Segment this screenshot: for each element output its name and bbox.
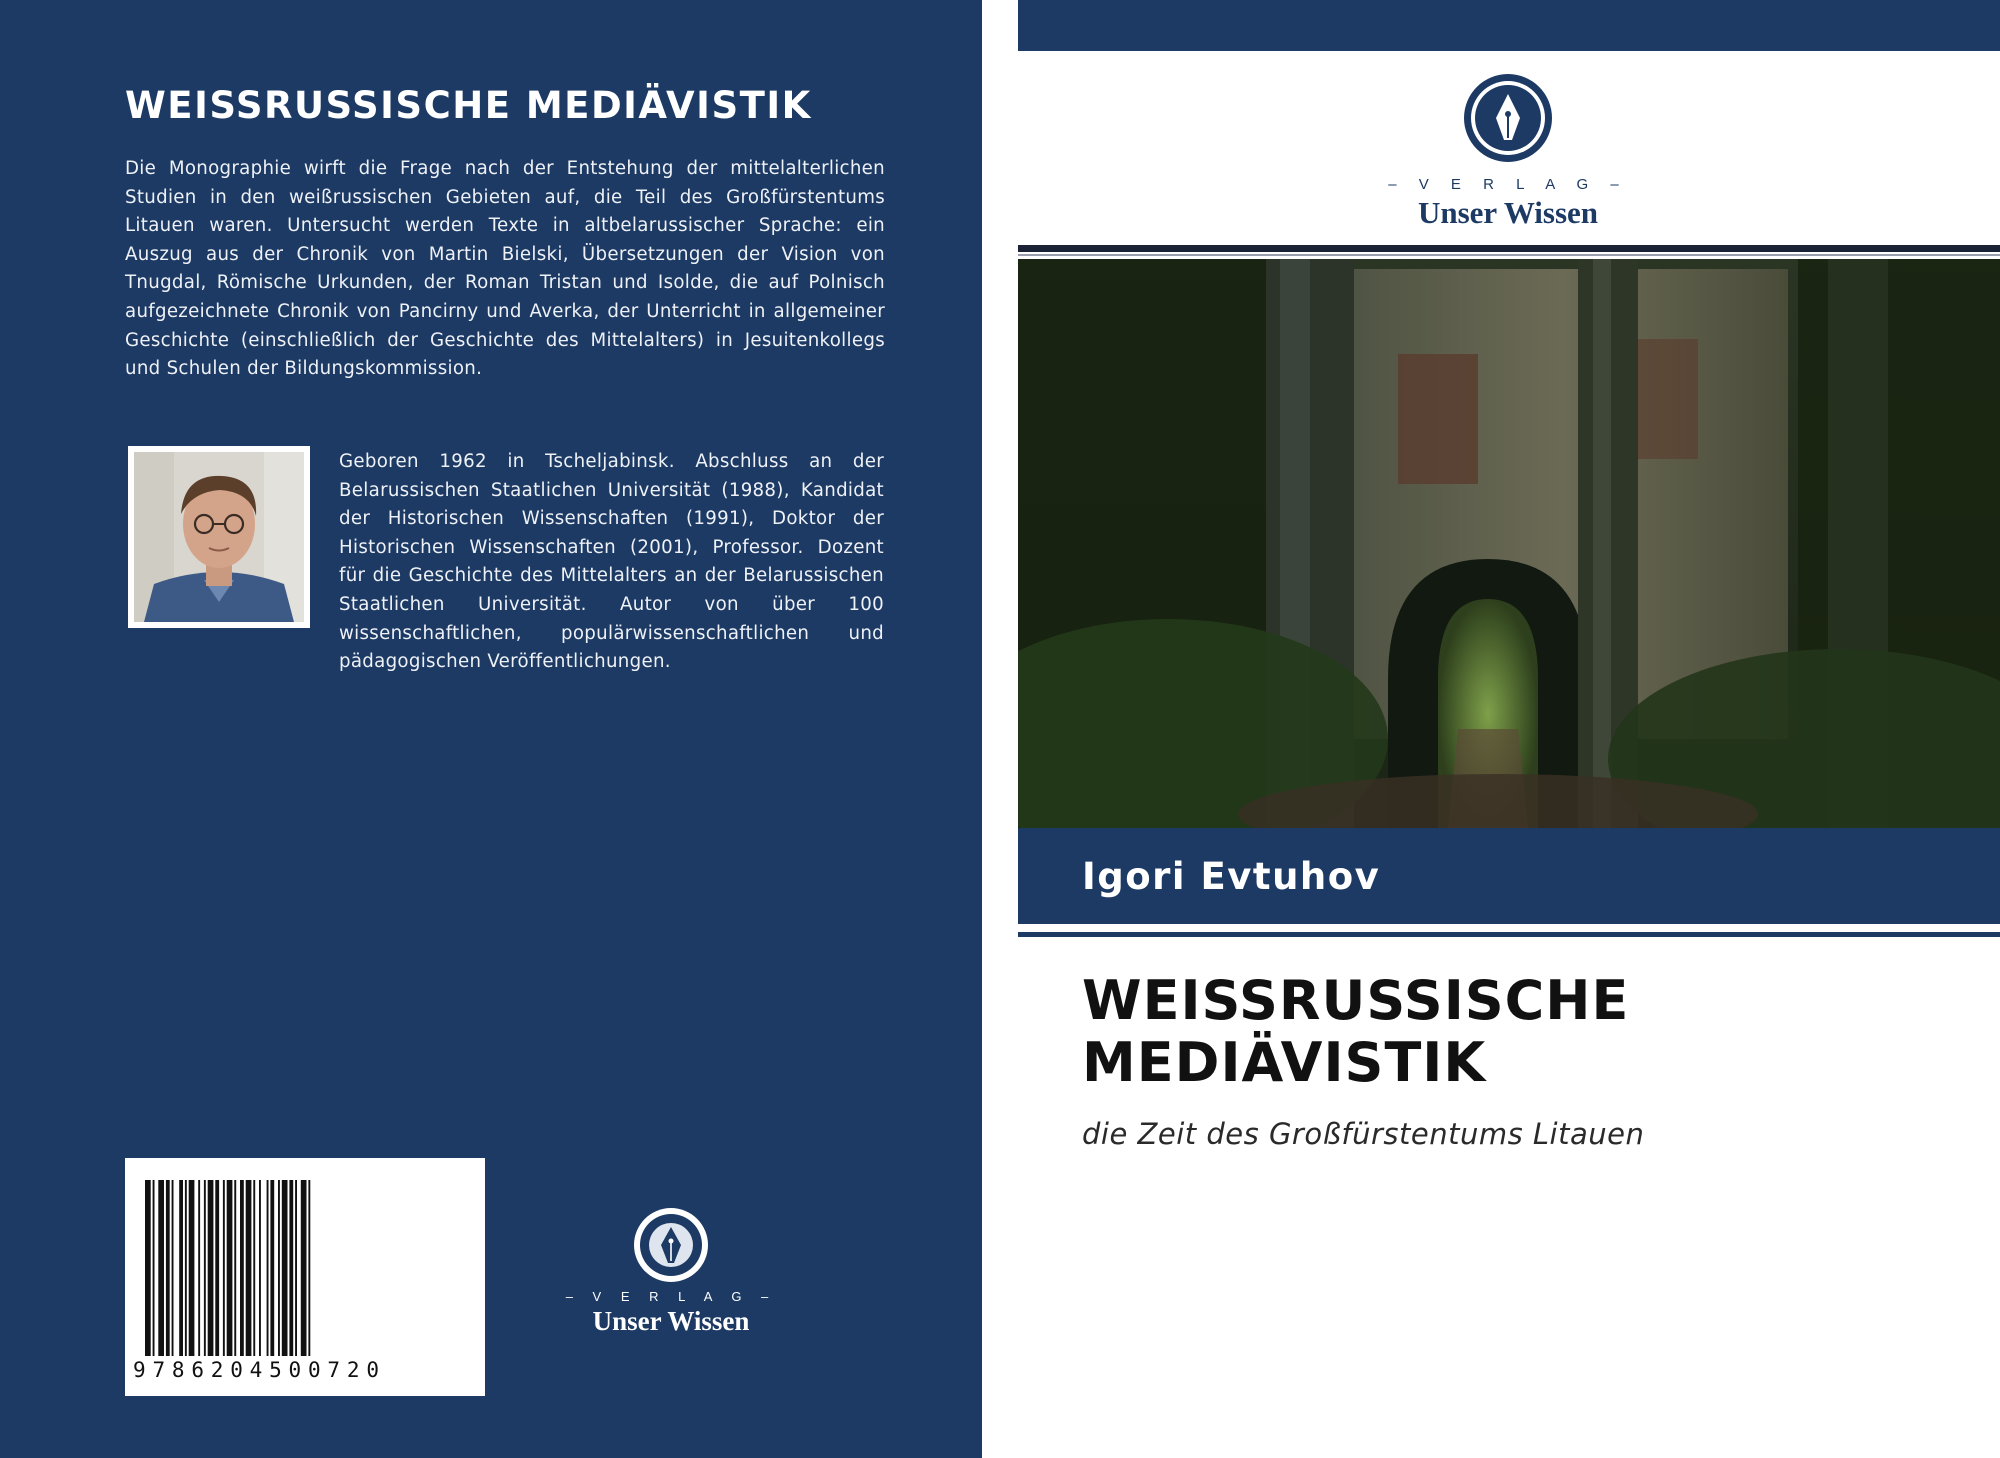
barcode-bar: [253, 1180, 255, 1356]
book-subtitle: die Zeit des Großfürstentums Litauen: [1082, 1117, 1645, 1151]
barcode-bar: [301, 1180, 307, 1356]
barcode-bar: [198, 1180, 200, 1356]
author-band: [1018, 828, 2000, 924]
barcode-bar: [158, 1180, 164, 1356]
barcode-bar: [246, 1180, 252, 1356]
barcode-bar: [204, 1180, 206, 1356]
barcode-bar: [227, 1180, 233, 1356]
author-photo: [128, 446, 310, 628]
fountain-pen-nib-seal-icon: [1462, 72, 1554, 164]
barcode-bar: [172, 1180, 174, 1356]
cover-photo-forest-ruin: [1018, 259, 2000, 828]
barcode-bar: [289, 1180, 293, 1356]
isbn-barcode: [125, 1158, 485, 1396]
barcode-bar: [145, 1180, 151, 1356]
book-description: Die Monographie wirft die Frage nach der Entstehung der mittelalterlichen Studien in den weißrussischen Gebieten auf, die Teil des Großfürstentums Litauen waren. Untersucht werden Texte in altbelarussischer Sprache: ein Auszug aus der Chronik von Martin Bielski, Übersetzungen der Vision von Tnugdal, Römische Urkunden, der Roman Tristan und Isolde, die auf Polnisch aufgezeichnete Chronik von Pancirny und Averka, der Unterricht in allgemeiner Geschichte (einschließlich der Geschichte des Mittelalters) in Jesuitenkollegs und Schulen der Bildungskommission.: [125, 158, 885, 380]
verlag-label: – V E R L A G –: [565, 1289, 777, 1304]
book-title-line-2: MEDIÄVISTIK: [1082, 1031, 1487, 1094]
back-cover-title: WEISSRUSSISCHE MEDIÄVISTIK: [125, 84, 812, 127]
publisher-name: Unser Wissen: [592, 1306, 750, 1336]
spine: [982, 0, 1018, 1458]
barcode-bar: [278, 1180, 280, 1356]
barcode-bar: [282, 1180, 288, 1356]
book-title-line-1: WEISSRUSSISCHE: [1082, 969, 1630, 1032]
barcode-bar: [270, 1180, 274, 1356]
barcode-bar: [295, 1180, 297, 1356]
author-biography: Geboren 1962 in Tscheljabinsk. Abschluss an der Belarussischen Staatlichen Universität (1988), Kandidat der Historischen Wissenschaften (1991), Doktor der Historischen Wissenschaften (2001), Professor. Dozent für die Geschichte des Mittelalters an der Belarussischen Staatlichen Universität. Autor von über 100 wissenschaftlichen, populärwissenschaftlichen und pädagogischen Veröffentlichungen.: [339, 451, 884, 673]
divider: [1018, 245, 2000, 252]
back-cover: [0, 0, 982, 1458]
barcode-bar: [223, 1180, 225, 1356]
front-publisher-logo: [1358, 72, 1658, 231]
front-top-bar: [1018, 0, 2000, 51]
barcode-bar: [208, 1180, 214, 1356]
barcode-bar: [240, 1180, 244, 1356]
book-title: [1082, 970, 1962, 1094]
barcode-bar: [308, 1180, 310, 1356]
barcode-bar: [189, 1180, 195, 1356]
cover-photo: [1018, 259, 2000, 828]
barcode-bar: [166, 1180, 170, 1356]
back-publisher-logo: [560, 1205, 782, 1337]
barcode-bar: [215, 1180, 219, 1356]
publisher-name: Unser Wissen: [1417, 195, 1599, 230]
barcode-bar: [185, 1180, 187, 1356]
fountain-pen-nib-seal-icon: [631, 1205, 711, 1285]
author-portrait-image: [134, 452, 304, 622]
barcode-bar: [179, 1180, 183, 1356]
author-name: Igori Evtuhov: [1082, 855, 1381, 898]
barcode-bar: [259, 1180, 261, 1356]
barcode-bar: [153, 1180, 155, 1356]
isbn-digits: 9786204500720: [133, 1358, 386, 1382]
barcode-bars: [143, 1180, 469, 1356]
verlag-label: – V E R L A G –: [1388, 176, 1628, 193]
barcode-bar: [234, 1180, 236, 1356]
front-cover: [1018, 0, 2000, 1458]
divider: [1018, 254, 2000, 256]
divider: [1018, 932, 2000, 937]
barcode-bar: [267, 1180, 269, 1356]
